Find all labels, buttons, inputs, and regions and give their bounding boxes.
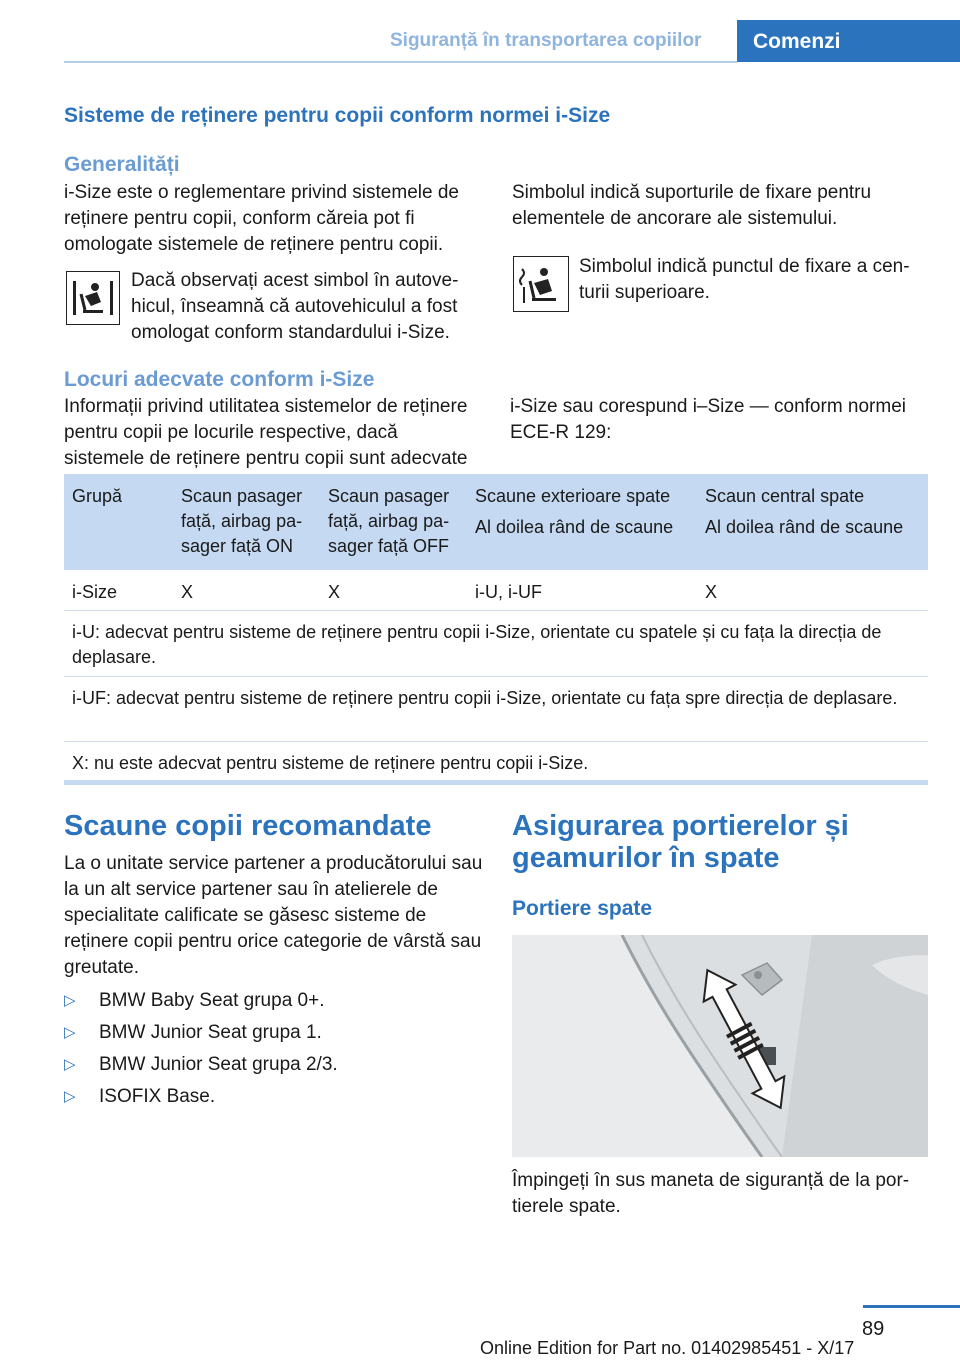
bullet-triangle-icon: ▷ xyxy=(64,1088,76,1105)
table-header-rear-center xyxy=(705,484,915,540)
general-paragraph: i-Size este o reglementare privind sistemele de reținere pentru copii, conform căreia pot fi omologate sistemele de reținere pentru copii. xyxy=(64,182,459,255)
table-cell: X xyxy=(328,582,341,602)
recommended-seats-paragraph: La o unitate service partener a producătorului sau la un alt service partener sau în atelierele de specialitate calificate se găsesc sisteme de reținere copii pentru orice categorie de vârstă sau greutate. xyxy=(64,853,483,978)
heading-rear-doors: Portiere spate xyxy=(512,897,653,920)
header-main: Scaun central spate xyxy=(705,486,865,506)
table-cell: i-U, i-UF xyxy=(475,582,542,602)
footer-rule xyxy=(863,1305,960,1308)
breadcrumb: Siguranță în transportarea copiilor xyxy=(390,30,702,51)
header-main: Scaun pasager față, airbag pasager față OFF xyxy=(328,486,450,556)
table-cell: X xyxy=(705,582,718,602)
header-main: Scaune exterioare spate xyxy=(475,486,671,506)
section-title-recommended-seats: Scaune copii recomandate xyxy=(64,810,432,842)
isize-seat-icon xyxy=(66,271,120,325)
list-item-text: ISOFIX Base. xyxy=(99,1086,216,1107)
chapter-tab: Comenzi xyxy=(737,20,960,62)
table-bottom-rule xyxy=(64,780,928,785)
table-cell: i-Size xyxy=(72,582,118,602)
edition-line: Online Edition for Part no. 01402985451 - X/17 xyxy=(480,1338,855,1358)
heading-general: Generalități xyxy=(64,153,180,176)
locuri-paragraph: Informații privind utilitatea sistemelor de reținere pentru copii pe locurile respective, dacă sistemele de reținere pentru copii sunt adecvate i-Size sau corespund i–Size — conform normei ECE-R 129: xyxy=(64,396,907,469)
bullet-triangle-icon: ▷ xyxy=(64,1024,76,1041)
top-tether-icon xyxy=(513,256,569,312)
table-divider xyxy=(64,676,928,677)
page-number: 89 xyxy=(862,1318,885,1340)
header-main: Scaun pasager față, airbag pasager față ON xyxy=(181,486,303,556)
table-divider xyxy=(64,610,928,611)
table-header-rear-outer xyxy=(475,484,700,540)
table-note-iuf: i-UF: adecvat pentru sisteme de reținere pentru copii i-Size, orientate cu fața spre direcția de deplasare. xyxy=(72,688,898,708)
rear-door-caption: Împingeți în sus maneta de siguranță de la portierele spate. xyxy=(512,1170,910,1217)
table-header-front-on xyxy=(181,484,319,559)
list-item-text: BMW Baby Seat grupa 0+. xyxy=(99,990,325,1011)
header-sub: Al doilea rând de scaune xyxy=(705,517,904,537)
isize-symbol-text: Dacă observați acest simbol în autovehicul, înseamnă că autovehiculul a fost omologat conform standardului i-Size. xyxy=(131,270,459,343)
heading-locuri: Locuri adecvate conform i-Size xyxy=(64,368,375,391)
section-title-isize: Sisteme de reținere pentru copii conform normei i-Size xyxy=(64,104,611,127)
header-divider xyxy=(64,61,737,63)
list-item-text: BMW Junior Seat grupa 2/3. xyxy=(99,1054,338,1075)
header-sub: Al doilea rând de scaune xyxy=(475,517,674,537)
table-divider xyxy=(64,741,928,742)
tether-symbol-text: Simbolul indică punctul de fixare a centurii superioare. xyxy=(579,256,910,303)
bullet-triangle-icon: ▷ xyxy=(64,1056,76,1073)
section-title-door-lock: Asigurarea portierelor și geamurilor în spate xyxy=(512,810,849,874)
rear-door-illustration xyxy=(512,935,928,1157)
table-header-front-off xyxy=(328,484,468,559)
anchor-paragraph: Simbolul indică suporturile de fixare pentru elementele de ancorare ale sistemului. xyxy=(512,182,872,229)
table-cell: X xyxy=(181,582,194,602)
list-item-text: BMW Junior Seat grupa 1. xyxy=(99,1022,322,1043)
table-note-iu: i-U: adecvat pentru sisteme de reținere pentru copii i-Size, orientate cu spatele și cu fața la direcția de deplasare. xyxy=(72,622,882,667)
bullet-triangle-icon: ▷ xyxy=(64,992,76,1009)
table-note-x: X: nu este adecvat pentru sisteme de reținere pentru copii i-Size. xyxy=(72,753,589,773)
header-main: Grupă xyxy=(72,486,123,506)
table-header-group xyxy=(72,484,172,509)
